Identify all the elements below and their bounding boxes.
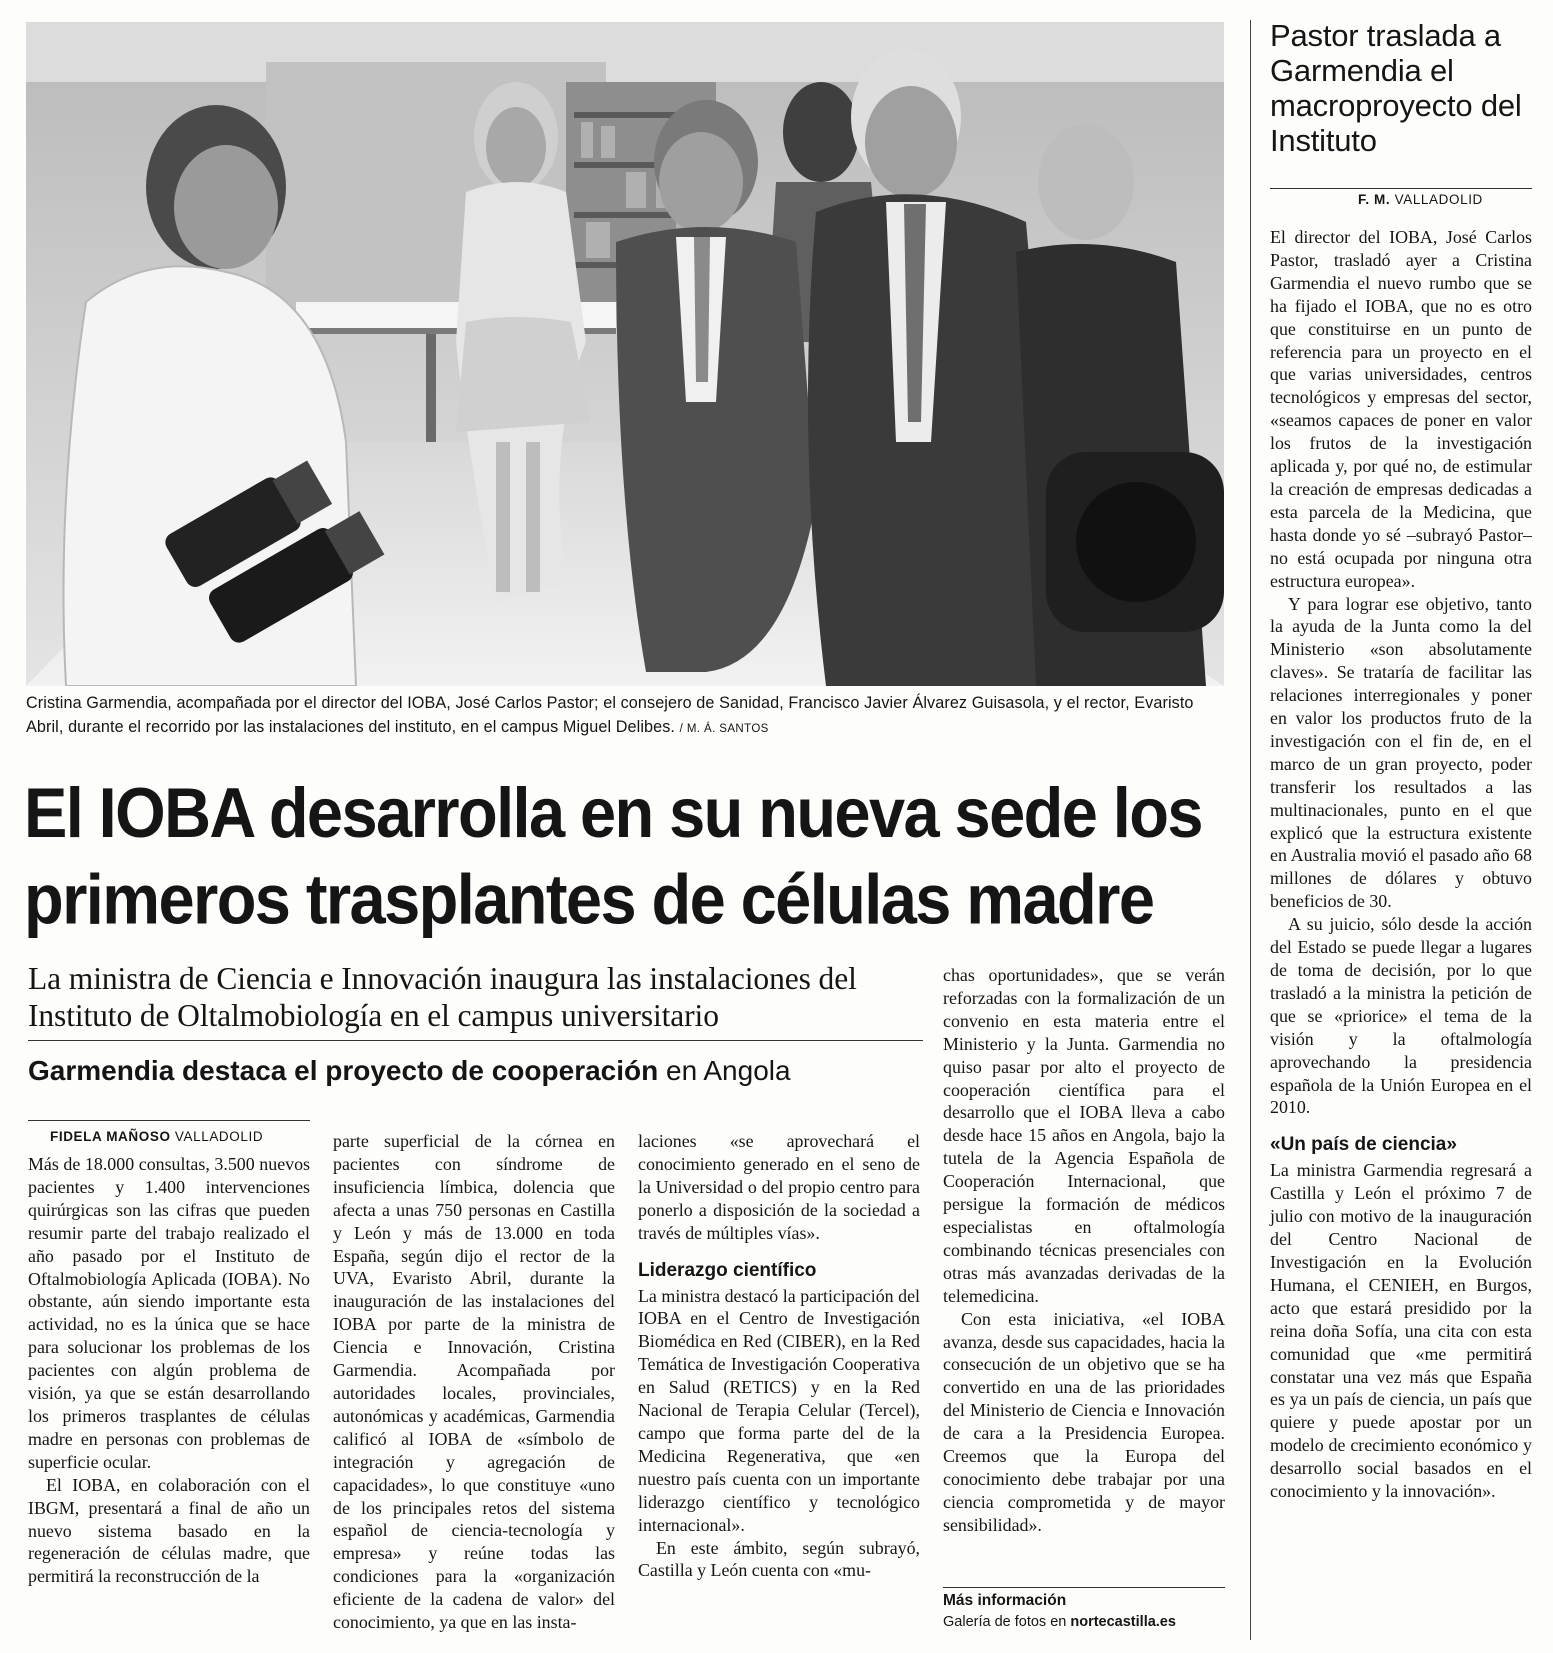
- side-section-heading: «Un país de ciencia»: [1270, 1134, 1457, 1156]
- paragraph: Más de 18.000 consultas, 3.500 nuevos pacientes y 1.400 intervenciones quirúrgicas son las cifras que pueden resumir parte del trabajo realizado el año pasado por el Instituto de Oftalmobiología Aplicada (IOBA). No obstante, aún siendo importante esta actividad, no es la única que se hace para solucionar los problemas de los pacientes con algún problema de visión, ya que se están desarrollando los primeros trasplantes de células madre en personas con problemas de superficie ocular.: [28, 1154, 310, 1472]
- paragraph: Con esta iniciativa, «el IOBA avanza, desde sus capacidades, hacia la consecución de un objetivo que se ha convertido en una de las prioridades del Ministerio de Ciencia e Innovación de cara a la Presidencia Europea. Creemos que la Europa del conocimiento debe trabajar por una ciencia comprometida y de mayor sensibilidad».: [943, 1308, 1225, 1535]
- paragraph: A su juicio, sólo desde la acción del Estado se puede llegar a lugares de toma de decisión, por lo que trasladó a la ministra la petición de que se «priorice» el tema de la visión y la oftalmología aprovechando la presidencia española de la Unión Europea en el 2010.: [1270, 914, 1532, 1118]
- more-info-text: [943, 1612, 1225, 1632]
- side-article-body: [1270, 226, 1532, 1503]
- side-article-title: Pastor traslada a Garmendia el macroproyecto del Instituto: [1270, 18, 1522, 158]
- more-info-rule: [943, 1587, 1225, 1588]
- byline: [50, 1129, 263, 1144]
- news-photo: [26, 22, 1224, 686]
- paragraph: parte superficial de la córnea en pacientes con síndrome de insuficiencia límbica, dolencia que afecta a unas 750 personas en Castilla y León y más de 13.000 en toda España, según dijo el rector de la UVA, Evaristo Abril, durante la inauguración de las instalaciones del IOBA por parte de la ministra de Ciencia e Innovación, Cristina Garmendia. Acompañada por autoridades locales, provinciales, autonómicas y académicas, Garmendia calificó al IOBA de «símbolo de integración y agregación de capacidades», lo que constituye «uno de los principales retos del sistema español de ciencia-tecnología y empresa» y reúne todas las condiciones para la «organización eficiente de la cadena de valor» del conocimiento, ya que en las insta-: [333, 1131, 615, 1633]
- byline-place: VALLADOLID: [174, 1129, 264, 1144]
- photo-credit: / M. Á. SANTOS: [679, 723, 769, 735]
- side-byline-rule: [1270, 188, 1532, 189]
- subheadline: La ministra de Ciencia e Innovación inaugura las instalaciones del Instituto de Oltalmobiología en el campus universitario: [28, 961, 857, 1033]
- side-byline-place: VALLADOLID: [1394, 192, 1483, 207]
- paragraph: chas oportunidades», que se verán reforzadas con la formalización de un convenio en esta materia entre el Ministerio y la Junta. Garmendia no quiso pasar por alto el proyecto de cooperación científica para el desarrollo que el IOBA lleva a cabo desde hace 15 años en Angola, bajo la tutela de la Agencia Española de Cooperación Internacional, que persigue la formación de médicos especialistas en oftalmología combinando técnicas presenciales con otras más avanzadas derivadas de la telemedicina.: [943, 965, 1225, 1306]
- paragraph: laciones «se aprovechará el conocimiento generado en el seno de la Universidad o del propio centro para ponerlo a disposición de la sociedad a través de múltiples vías».: [638, 1131, 920, 1243]
- article-column-4: [943, 964, 1225, 1537]
- rule-under-subhead: [28, 1040, 923, 1041]
- more-info-box: [943, 1590, 1225, 1632]
- caption-text: Cristina Garmendia, acompañada por el director del IOBA, José Carlos Pastor; el consejero de Sanidad, Francisco Javier Álvarez Guisasola, y el rector, Evaristo Abril, durante el recorrido por las instalaciones del instituto, en el campus Miguel Delibes.: [26, 694, 1194, 736]
- paragraph: En este ámbito, según subrayó, Castilla y León cuenta con «mu-: [638, 1537, 920, 1581]
- kicker: [28, 1054, 928, 1088]
- byline-name: FIDELA MAÑOSO: [50, 1129, 171, 1144]
- byline-rule: [28, 1120, 310, 1121]
- paragraph: El IOBA, en colaboración con el IBGM, presentará a final de año un nuevo sistema basado en la regeneración de células madre, que permitirá la reconstrucción de la: [28, 1474, 310, 1587]
- more-info-label: Galería de fotos en: [943, 1614, 1067, 1630]
- kicker-rest: en Angola: [666, 1055, 791, 1086]
- kicker-bold: Garmendia destaca el proyecto de cooperación: [28, 1055, 659, 1086]
- side-byline: [1358, 192, 1483, 207]
- article-column-1: [28, 1153, 310, 1588]
- section-heading: Liderazgo científico: [638, 1259, 817, 1281]
- paragraph: El director del IOBA, José Carlos Pastor, trasladó ayer a Cristina Garmendia el nuevo rumbo que se ha fijado el IOBA, que no es otro que constituirse en un punto de referencia para un proyecto en el que varias universidades, centros tecnológicos y empresas del sector, «seamos capaces de poner en valor los frutos de la investigación aplicada y, por qué no, de estimular la creación de empresas dedicadas a esta parcela de la Medicina, que hasta donde yo sé –subrayó Pastor– no está ocupada por ninguna otra estructura europea».: [1270, 227, 1532, 591]
- photo-illustration: [26, 22, 1224, 686]
- photo-caption: [26, 691, 1224, 741]
- more-info-title: Más información: [943, 1592, 1067, 1609]
- headline: El IOBA desarrolla en su nueva sede los primeros trasplantes de células madre: [24, 773, 1202, 939]
- paragraph: La ministra Garmendia regresará a Castilla y León el próximo 7 de julio con motivo de la inauguración del Centro Nacional de Investigación en la Evolución Humana, el CENIEH, en Burgos, acto que estará presidido por la reina doña Sofía, una cita con esta comunidad que «me permitirá constatar una vez más que España es ya un país de ciencia, un país que quiere y puede apostar por un modelo de crecimiento económico y desarrollo social basados en el conocimiento y la innovación».: [1270, 1160, 1532, 1502]
- paragraph: Y para lograr ese objetivo, tanto la ayuda de la Junta como la del Ministerio «son absolutamente claves». Se trataría de facilitar las relaciones interregionales y poner en valor los productos fruto de la investigación con el fin de, en el marco de un gran proyecto, poder transferir los resultados a las multinacionales, punto en el que explicó que la estructura existente en Australia movió el pasado año 68 millones de dólares y obtuvo beneficios de 30.: [1270, 593, 1532, 912]
- article-column-3: [638, 1130, 920, 1582]
- column-divider: [1250, 20, 1251, 1640]
- paragraph: La ministra destacó la participación del IOBA en el Centro de Investigación Biomédica en Red (CIBER), en la Red Temática de Investigación Cooperativa en Salud (RETICS) y en la Red Nacional de Terapia Celular (Tercel), campo que forma parte del de la Medicina Regenerativa, que «en nuestro país cuenta con un importante liderazgo científico y tecnológico internacional».: [638, 1285, 920, 1535]
- article-column-2: [333, 1130, 615, 1634]
- more-info-link[interactable]: nortecastilla.es: [1070, 1614, 1176, 1630]
- side-byline-name: F. M.: [1358, 192, 1391, 207]
